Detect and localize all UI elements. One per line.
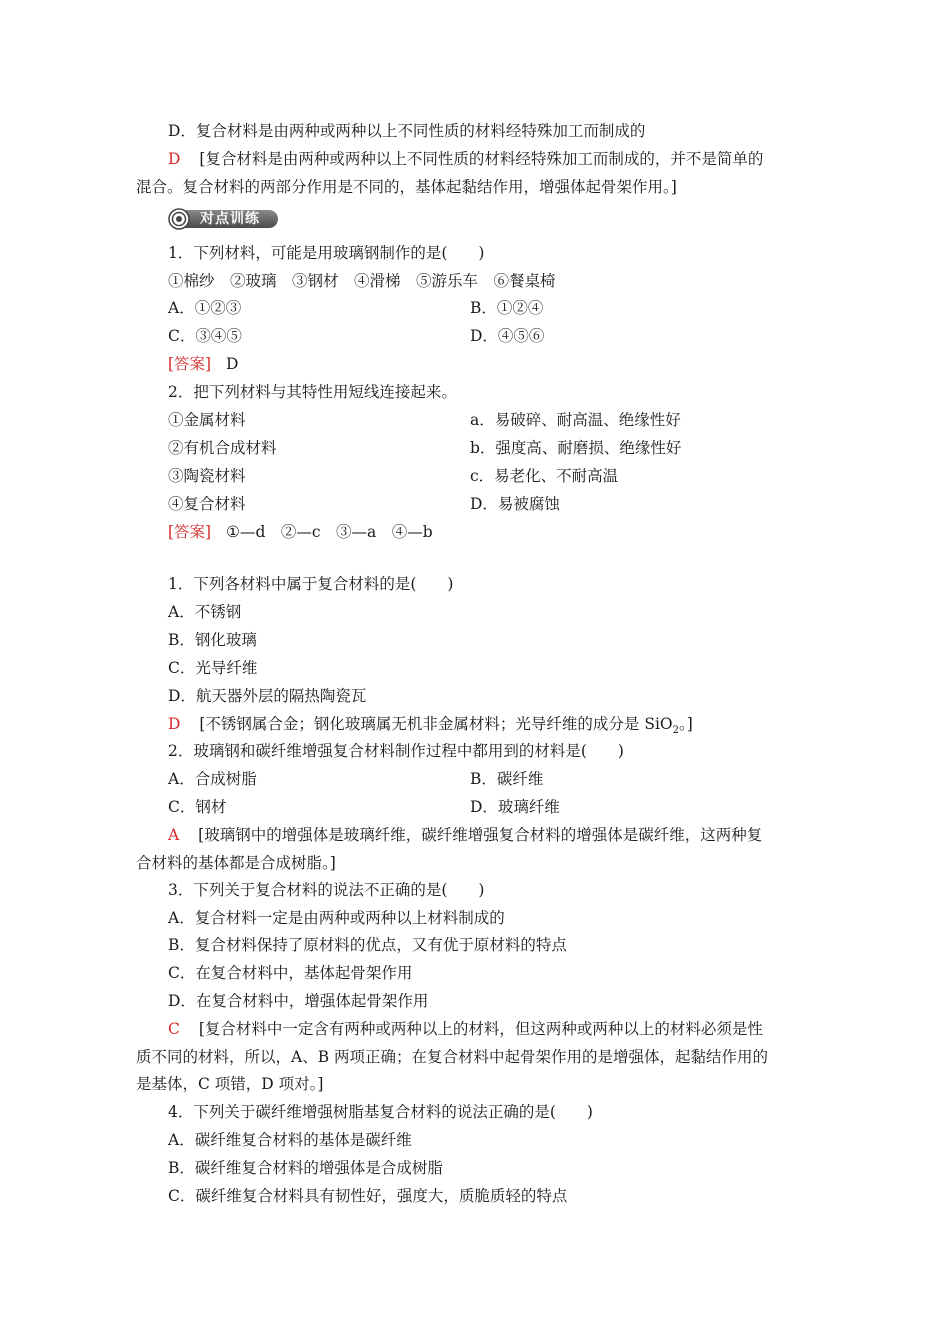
option-b: B．碳纤维 (470, 770, 544, 788)
answer-line (168, 353, 238, 375)
answer-text-cont: 合材料的基体都是合成树脂。] (136, 854, 336, 872)
answer-value: D (226, 355, 239, 373)
option-a: A．不锈钢 (168, 603, 242, 621)
answer-text: [玻璃钢中的增强体是玻璃纤维，碳纤维增强复合材料的增强体是碳纤维，这两种复 (198, 826, 763, 844)
answer-explanation (168, 1018, 763, 1040)
question-stem: 4．下列关于碳纤维增强树脂基复合材料的说法正确的是( ) (168, 1103, 593, 1121)
answer-letter: D (168, 715, 181, 733)
answer-explanation (168, 148, 813, 170)
match-left-item: ②有机合成材料 (168, 439, 277, 457)
option-d: D．④⑤⑥ (470, 327, 545, 345)
answer-letter: A (168, 826, 180, 844)
question-stem: 2．把下列材料与其特性用短线连接起来。 (168, 383, 457, 401)
option-d: D．航天器外层的隔热陶瓷瓦 (168, 687, 367, 705)
answer-text: [复合材料中一定含有两种或两种以上的材料，但这两种或两种以上的材料必须是性 (198, 1020, 763, 1038)
answer-letter: C (168, 1020, 180, 1038)
answer-value: ①—d ②—c ③—a ④—b (226, 523, 433, 541)
option-d: D．在复合材料中，增强体起骨架作用 (168, 992, 429, 1010)
answer-text: [不锈钢属合金；钢化玻璃属无机非金属材料；光导纤维的成分是 SiO (199, 715, 673, 733)
option-c: C．碳纤维复合材料具有韧性好，强度大，质脆质轻的特点 (168, 1187, 568, 1205)
option-c: C．钢材 (168, 798, 227, 816)
answer-text-cont: 混合。复合材料的两部分作用是不同的，基体起黏结作用，增强体起骨架作用。] (136, 178, 677, 196)
match-right-item: a．易破碎、耐高温、绝缘性好 (470, 411, 681, 429)
match-right-item: D．易被腐蚀 (470, 495, 560, 513)
match-left-item: ③陶瓷材料 (168, 467, 246, 485)
answer-letter: D (168, 150, 181, 168)
question-stem: 1．下列各材料中属于复合材料的是( ) (168, 575, 454, 593)
option-d: D．玻璃纤维 (470, 798, 560, 816)
option-a: A．碳纤维复合材料的基体是碳纤维 (168, 1131, 412, 1149)
answer-label: [答案] (168, 523, 212, 541)
answer-explanation (168, 713, 693, 735)
target-icon (168, 208, 192, 230)
answer-text: [复合材料是由两种或两种以上不同性质的材料经特殊加工而制成的，并不是简单的 (199, 150, 764, 168)
answer-label: [答案] (168, 355, 212, 373)
answer-text-cont: 质不同的材料，所以，A、B 两项正确；在复合材料中起骨架作用的是增强体，起黏结作用的 (136, 1048, 769, 1066)
option-b: B．①②④ (470, 299, 544, 317)
question-items: ①棉纱 ②玻璃 ③钢材 ④滑梯 ⑤游乐车 ⑥餐桌椅 (168, 272, 556, 290)
section-banner (168, 208, 280, 230)
question-stem: 1．下列材料，可能是用玻璃钢制作的是( ) (168, 244, 485, 262)
option-a: A．①②③ (168, 299, 242, 317)
question-stem: 2．玻璃钢和碳纤维增强复合材料制作过程中都用到的材料是( ) (168, 742, 624, 760)
match-left-item: ①金属材料 (168, 411, 246, 429)
match-left-item: ④复合材料 (168, 495, 246, 513)
question-stem: 3．下列关于复合材料的说法不正确的是( ) (168, 881, 485, 899)
answer-text-end: 。] (679, 715, 693, 733)
answer-line (168, 521, 433, 543)
option-b: B．复合材料保持了原材料的优点，又有优于原材料的特点 (168, 936, 567, 954)
match-right-item: c．易老化、不耐高温 (470, 467, 619, 485)
option-d: D．复合材料是由两种或两种以上不同性质的材料经特殊加工而制成的 (168, 122, 646, 140)
option-a: A．合成树脂 (168, 770, 257, 788)
answer-explanation (168, 824, 762, 846)
option-b: B．钢化玻璃 (168, 631, 257, 649)
answer-text-cont: 是基体，C 项错，D 项对。] (136, 1075, 324, 1093)
option-c: C．光导纤维 (168, 659, 258, 677)
option-c: C．在复合材料中，基体起骨架作用 (168, 964, 413, 982)
match-right-item: b．强度高、耐磨损、绝缘性好 (470, 439, 682, 457)
option-a: A．复合材料一定是由两种或两种以上材料制成的 (168, 909, 505, 927)
option-b: B．碳纤维复合材料的增强体是合成树脂 (168, 1159, 443, 1177)
option-c: C．③④⑤ (168, 327, 242, 345)
answer-subscript: 2 (672, 725, 680, 737)
section-title: 对点训练 (200, 211, 260, 227)
